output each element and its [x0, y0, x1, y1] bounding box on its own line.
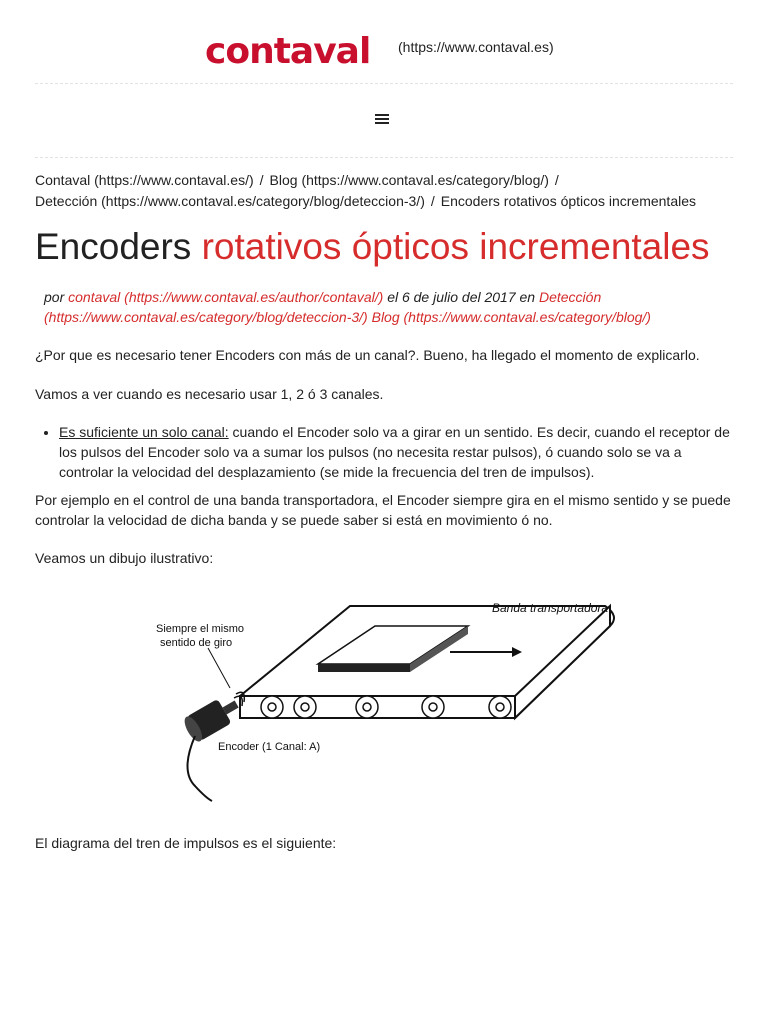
logo-url-text[interactable]: (https://www.contaval.es) — [398, 39, 554, 55]
menu-divider — [35, 157, 733, 158]
list-item — [59, 422, 735, 482]
paragraph-pulse-diagram: El diagrama del tren de impulsos es el siguiente: — [35, 835, 337, 851]
bullet-text: cuando el Encoder solo va a girar en un sentido. Es decir, cuando el receptor de los pulsos del Encoder solo va a sumar los pulsos (no necesita restar pulsos), ó cuando solo se va a controlar la velocidad del desplazamiento (se mide la frecuencia del tren de impulsos). — [59, 424, 730, 480]
meta-date: el 6 de julio del 2017 en — [387, 289, 536, 305]
breadcrumb — [35, 170, 735, 212]
post-meta — [44, 287, 724, 327]
contaval-logo[interactable]: contaval — [205, 31, 371, 72]
breadcrumb-separator: / — [259, 172, 264, 188]
category-link-deteccion[interactable]: Detección (https://www.contaval.es/category/blog/deteccion-3/) — [44, 289, 602, 325]
direction-label-line2: sentido de giro — [160, 637, 233, 649]
breadcrumb-item-current: Encoders rotativos ópticos incrementales — [440, 193, 696, 209]
paragraph-figure-intro: Veamos un dibujo ilustrativo: — [35, 550, 214, 566]
breadcrumb-item-home[interactable]: Contaval (https://www.contaval.es/) — [35, 172, 254, 188]
header-divider — [35, 83, 733, 84]
hamburger-menu-icon[interactable] — [375, 114, 389, 126]
belt-label: Banda transportadora — [492, 601, 609, 615]
breadcrumb-item-blog[interactable]: Blog (https://www.contaval.es/category/blog/) — [269, 172, 549, 188]
breadcrumb-separator: / — [554, 172, 559, 188]
bullet-lead: Es suficiente un solo canal: — [59, 424, 229, 440]
paragraph-channels: Vamos a ver cuando es necesario usar 1, 2 ó 3 canales. — [35, 386, 384, 402]
meta-by: por — [44, 289, 65, 305]
author-link[interactable]: contaval (https://www.contaval.es/author/contaval/) — [68, 289, 384, 305]
paragraph-example: Por ejemplo en el control de una banda transportadora, el Encoder siempre gira en el mismo sentido y se puede controlar la velocidad de dicha banda y se puede saber si está en movimiento ó no. — [35, 492, 731, 528]
breadcrumb-separator: / — [430, 193, 435, 209]
direction-label-line1: Siempre el mismo — [156, 623, 245, 635]
paragraph-intro: ¿Por que es necesario tener Encoders con más de un canal?. Bueno, ha llegado el momento de explicarlo. — [35, 347, 700, 363]
encoder-label: Encoder (1 Canal: A) — [218, 741, 321, 753]
page-title — [35, 225, 710, 269]
title-accent: rotativos ópticos incrementales — [201, 226, 710, 267]
category-link-blog[interactable]: Blog (https://www.contaval.es/category/blog/) — [371, 309, 651, 325]
breadcrumb-item-deteccion[interactable]: Detección (https://www.contaval.es/category/blog/deteccion-3/) — [35, 193, 425, 209]
conveyor-belt-illustration — [140, 586, 620, 808]
title-first-word: Encoders — [35, 226, 192, 267]
channel-list — [35, 422, 735, 482]
site-header — [0, 30, 768, 70]
